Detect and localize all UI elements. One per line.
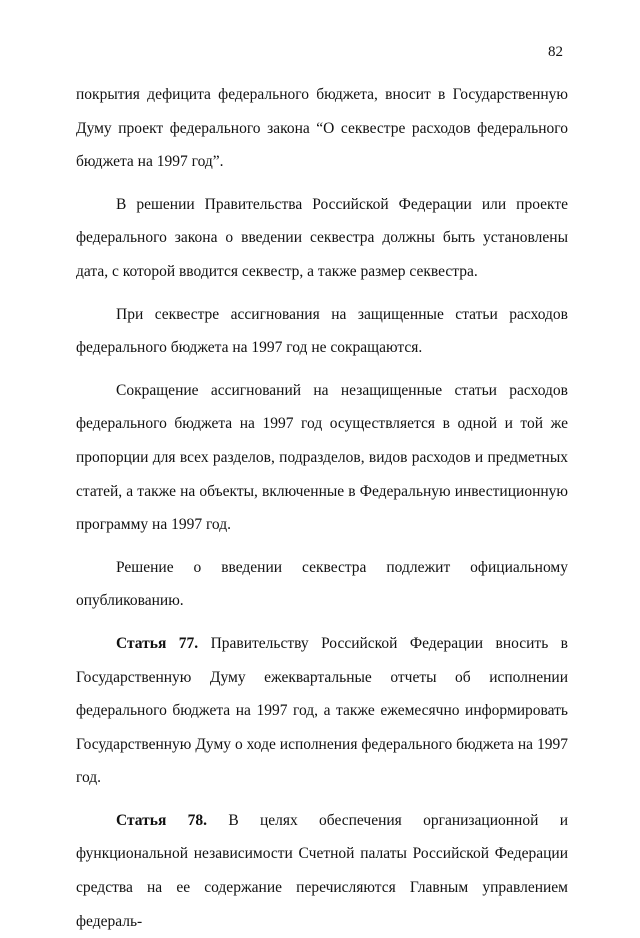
- page-number: 82: [548, 44, 563, 60]
- document-body: [76, 78, 568, 938]
- article-77-text: Правительству Российской Федерации вносить в Государственную Думу ежеквартальные отчеты об исполнении федерального бюджета на 1997 год, а также ежемесячно информировать Государственную Думу о ходе исполнения федерального бюджета на 1997 год.: [76, 634, 568, 787]
- paragraph-3: При секвестре ассигнования на защищенные статьи расходов федерального бюджета на 1997 год не сокращаются.: [76, 305, 568, 357]
- paragraph-2: В решении Правительства Российской Федерации или проекте федерального закона о введении секвестра должны быть установлены дата, с которой вводится секвестр, а также размер секвестра.: [76, 195, 568, 280]
- article-77-heading: Статья 77.: [116, 634, 199, 652]
- article-78-heading: Статья 78.: [116, 811, 208, 829]
- article-78-text: В целях обеспечения организационной и функциональной независимости Счетной палаты Российской Федерации средства на ее содержание перечисляются Главным управлением федераль-: [76, 811, 568, 930]
- paragraph-5: Решение о введении секвестра подлежит официальному опубликованию.: [76, 558, 568, 610]
- paragraph-4: Сокращение ассигнований на незащищенные статьи расходов федерального бюджета на 1997 год осуществляется в одной и той же пропорции для всех разделов, подразделов, видов расходов и предметных статей, а также на объекты, включенные в Федеральную инвестиционную программу на 1997 год.: [76, 381, 568, 534]
- article-77-paragraph: [76, 627, 568, 795]
- article-78-paragraph: [76, 804, 568, 938]
- paragraph-1: покрытия дефицита федерального бюджета, вносит в Государственную Думу проект федерального закона “О секвестре расходов федерального бюджета на 1997 год”.: [76, 86, 568, 171]
